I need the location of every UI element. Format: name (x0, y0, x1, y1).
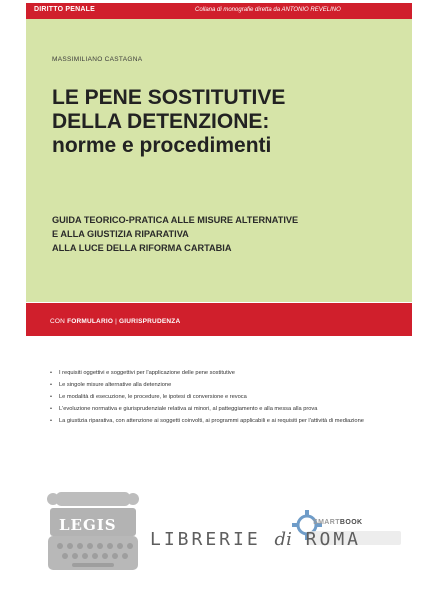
watermark-roma: ROMA (291, 529, 362, 550)
list-item: • La giustizia riparativa, con attenzione ai soggetti coinvolti, ai programmi applicabili e ai requisiti per l'attività di mediazione (50, 417, 380, 426)
title-line-3: norme e procedimenti (52, 134, 272, 157)
list-item: • Le singole misure alternative alla detenzione (50, 381, 380, 390)
band-prefix: CON (50, 318, 68, 325)
title-line-2: DELLA DETENZIONE: (52, 110, 270, 133)
subtitle-line-1: GUIDA TEORICO-PRATICA ALLE MISURE ALTERNATIVE (52, 215, 299, 225)
book-title (52, 86, 402, 158)
subtitle-line-3: ALLA LUCE DELLA RIFORMA CARTABIA (52, 243, 232, 253)
features-band-text (50, 318, 180, 325)
title-line-1: LE PENE SOSTITUTIVE (52, 86, 286, 109)
subtitle-line-2: E ALLA GIUSTIZIA RIPARATIVA (52, 229, 189, 239)
list-item: • I requisiti oggettivi e soggettivi per l'applicazione delle pene sostitutive (50, 369, 380, 378)
contents-list (50, 369, 380, 429)
list-item: • L'evoluzione normativa e giurisprudenziale relativa ai minori, al patteggiamento e alla messa alla prova (50, 405, 380, 414)
watermark-di: di (274, 529, 292, 550)
author-name: MASSIMILIANO CASTAGNA (52, 56, 143, 63)
publisher-logo-text: LEGIS (59, 516, 117, 534)
series-label: DIRITTO PENALE (34, 6, 96, 13)
watermark-librerie-di-roma (150, 529, 361, 550)
collana-label: Collana di monografie diretta da ANTONIO REVELINO (195, 7, 341, 13)
smartbook-smart: SMART (313, 519, 340, 526)
band-separator: | (113, 318, 120, 325)
book-subtitle (52, 213, 402, 255)
band-giurisprudenza: GIURISPRUDENZA (119, 318, 181, 325)
list-item: • Le modalità di esecuzione, le procedure, le ipotesi di conversione e revoca (50, 393, 380, 402)
smartbook-label (313, 519, 363, 526)
publisher-logo (46, 490, 140, 572)
smartbook-book: BOOK (339, 519, 363, 526)
watermark-librerie: LIBRERIE (150, 529, 275, 550)
band-formulario: FORMULARIO (67, 318, 114, 325)
